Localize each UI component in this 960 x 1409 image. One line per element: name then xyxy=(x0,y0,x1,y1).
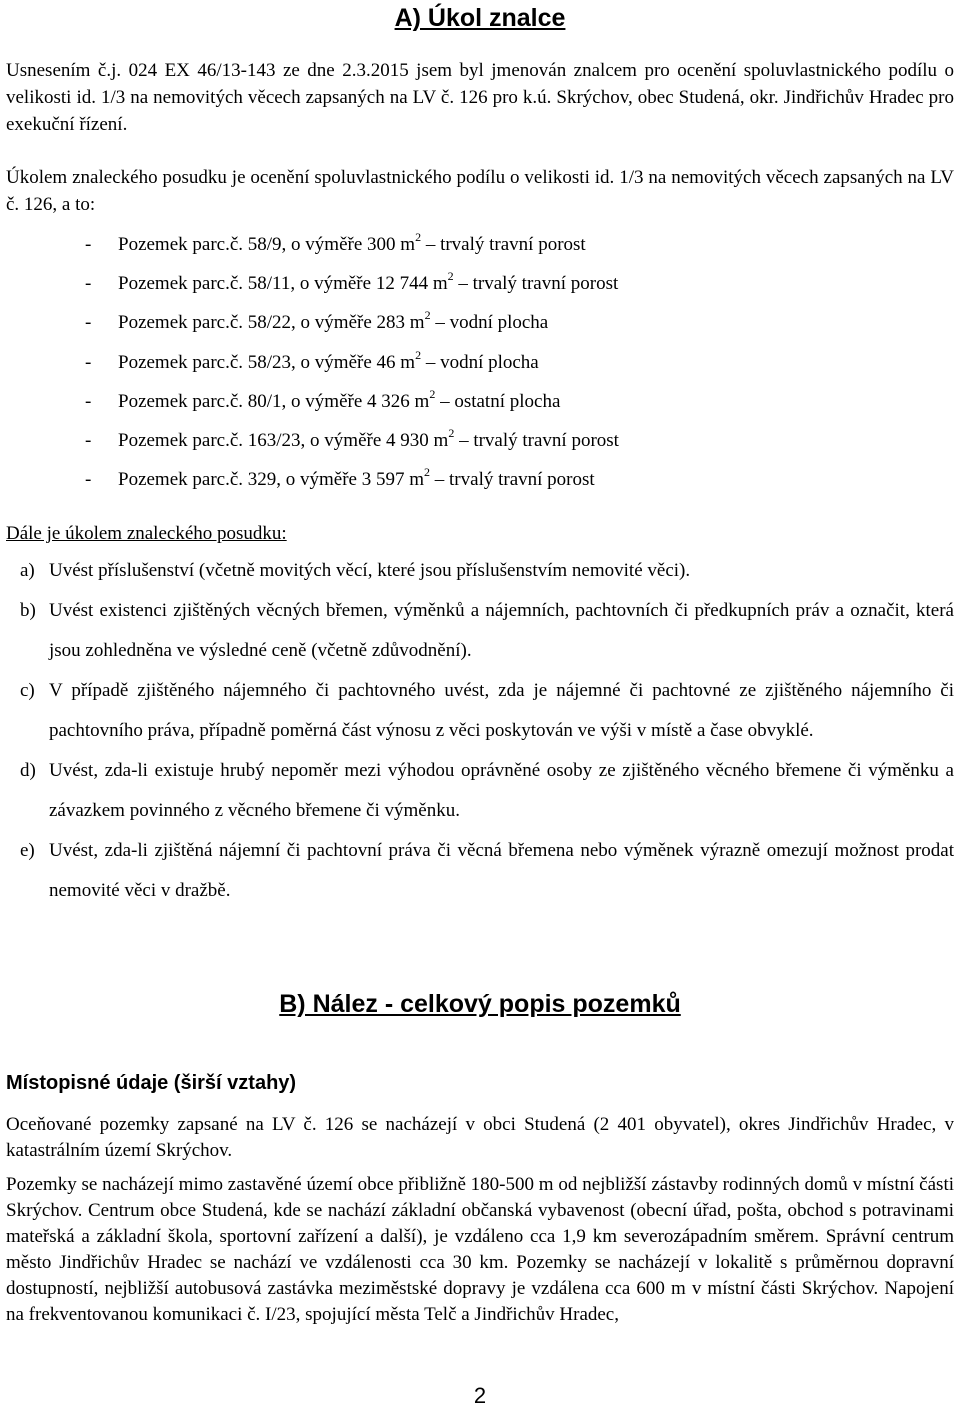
task-item xyxy=(6,591,954,671)
parcel-type: – vodní plocha xyxy=(430,312,549,334)
parcel-type: – trvalý travní porost xyxy=(421,234,586,255)
parcel-text: Pozemek parc.č. 58/11, o výměře 12 744 m xyxy=(118,273,448,295)
list-dash: - xyxy=(85,351,92,373)
list-dash: - xyxy=(85,429,92,451)
parcel-type: – trvalý travní porost xyxy=(430,469,595,491)
task-text: V případě zjištěného nájemného či pachtovného uvést, zda je nájemné či pachtovné ze zjištěného nájemního či pachtovního práva, případně poměrná část výnosu z věci poskytován ve výši v místě a čase obvyklé. xyxy=(49,680,954,741)
document-page xyxy=(6,0,954,1408)
unit-superscript: 2 xyxy=(429,386,436,401)
list-dash: - xyxy=(85,390,92,412)
task-list xyxy=(6,551,954,911)
locality-subheading: Místopisné údaje (širší vztahy) xyxy=(6,1072,297,1094)
task-text: Uvést existenci zjištěných věcných břemen, výměnků a nájemních, pachtovních či předkupních práv a označit, která jsou zohledněna ve výsledné ceně (včetně zdůvodnění). xyxy=(49,600,954,661)
unit-superscript: 2 xyxy=(415,230,422,244)
task-text: Uvést, zda-li zjištěná nájemní či pachtovní práva či věcná břemena nebo výměnek výrazně omezují možnost prodat nemovité věci v dražbě. xyxy=(49,840,954,901)
parcel-type: – vodní plocha xyxy=(421,351,539,373)
unit-superscript: 2 xyxy=(424,308,431,323)
intro-paragraph: Usnesením č.j. 024 EX 46/13-143 ze dne 2.3.2015 jsem byl jmenován znalcem pro ocenění spoluvlastnického podílu o velikosti id. 1/3 na nemovitých věcech zapsaných na LV č. 126 pro k.ú. Skrýchov, obec Studená, okr. Jindřichův Hradec pro exekuční řízení. xyxy=(6,60,954,135)
section-b-title: B) Nález - celkový popis pozemků xyxy=(279,990,681,1018)
parcel-text: Pozemek parc.č. 58/9, o výměře 300 m xyxy=(118,234,416,255)
section-a-title: A) Úkol znalce xyxy=(394,4,566,32)
further-tasks-heading: Dále je úkolem znaleckého posudku: xyxy=(6,523,287,544)
unit-superscript: 2 xyxy=(424,465,431,480)
task-label: a) xyxy=(20,560,35,581)
task-item xyxy=(6,551,954,591)
unit-superscript: 2 xyxy=(448,425,455,440)
locality-paragraph-2: Pozemky se nacházejí mimo zastavěné území obce přibližně 180-500 m od nejbližší zástavby rodinných domů v místní části Skrýchov. Centrum obce Studená, kde se nachází základní občanská vybavenost (obecní úřad, pošta, obchod s potravinami mateřská a základní škola, sportovní zařízení a další), je vzdáleno cca 1,9 km severozápadním směrem. Správní centrum město Jindřichův Hradec se nachází ve vzdálenosti cca 30 km. Pozemky se nacházejí v lokalitě s průměrnou dopravní dostupností, nejbližší autobusová zastávka meziměstské dopravy je vzdálena cca 600 m v místní části Skrýchov. Napojení na frekventovanou komunikaci č. I/23, spojující města Telč a Jindřichův Hradec, xyxy=(6,1174,954,1325)
list-dash: - xyxy=(85,312,92,334)
locality-paragraph-1: Oceňované pozemky zapsané na LV č. 126 se nacházejí v obci Studená (2 401 obyvatel), okres Jindřichův Hradec, v katastrálním území Skrýchov. xyxy=(6,1114,954,1161)
unit-superscript: 2 xyxy=(447,269,454,284)
list-dash: - xyxy=(85,469,92,491)
task-paragraph: Úkolem znaleckého posudku je ocenění spoluvlastnického podílu o velikosti id. 1/3 na nemovitých věcech zapsaných na LV č. 126, a to: xyxy=(6,167,954,215)
parcel-text: Pozemek parc.č. 163/23, o výměře 4 930 m xyxy=(118,429,449,451)
parcel-type: – ostatní plocha xyxy=(435,390,561,412)
list-dash: - xyxy=(85,273,92,295)
task-label: d) xyxy=(20,760,36,781)
parcel-type: – trvalý travní porost xyxy=(453,273,619,295)
task-item xyxy=(6,831,954,911)
parcel-text: Pozemek parc.č. 58/22, o výměře 283 m xyxy=(118,312,425,334)
task-text: Uvést příslušenství (včetně movitých věcí, které jsou příslušenstvím nemovité věci). xyxy=(49,560,691,581)
task-label: c) xyxy=(20,680,35,701)
task-item xyxy=(6,671,954,751)
task-label: b) xyxy=(20,600,36,621)
page-number: 2 xyxy=(473,1383,487,1408)
parcel-text: Pozemek parc.č. 329, o výměře 3 597 m xyxy=(118,469,425,491)
task-text: Uvést, zda-li existuje hrubý nepoměr mezi výhodou oprávněné osoby ze zjištěného věcného břemene či výměnku a závazkem povinného z věcného břemene či výměnku. xyxy=(49,760,954,821)
list-dash: - xyxy=(85,234,92,255)
task-item xyxy=(6,751,954,831)
parcel-text: Pozemek parc.č. 80/1, o výměře 4 326 m xyxy=(118,390,430,412)
task-label: e) xyxy=(20,840,35,861)
parcel-text: Pozemek parc.č. 58/23, o výměře 46 m xyxy=(118,351,416,373)
unit-superscript: 2 xyxy=(415,347,422,362)
parcel-type: – trvalý travní porost xyxy=(454,429,619,451)
